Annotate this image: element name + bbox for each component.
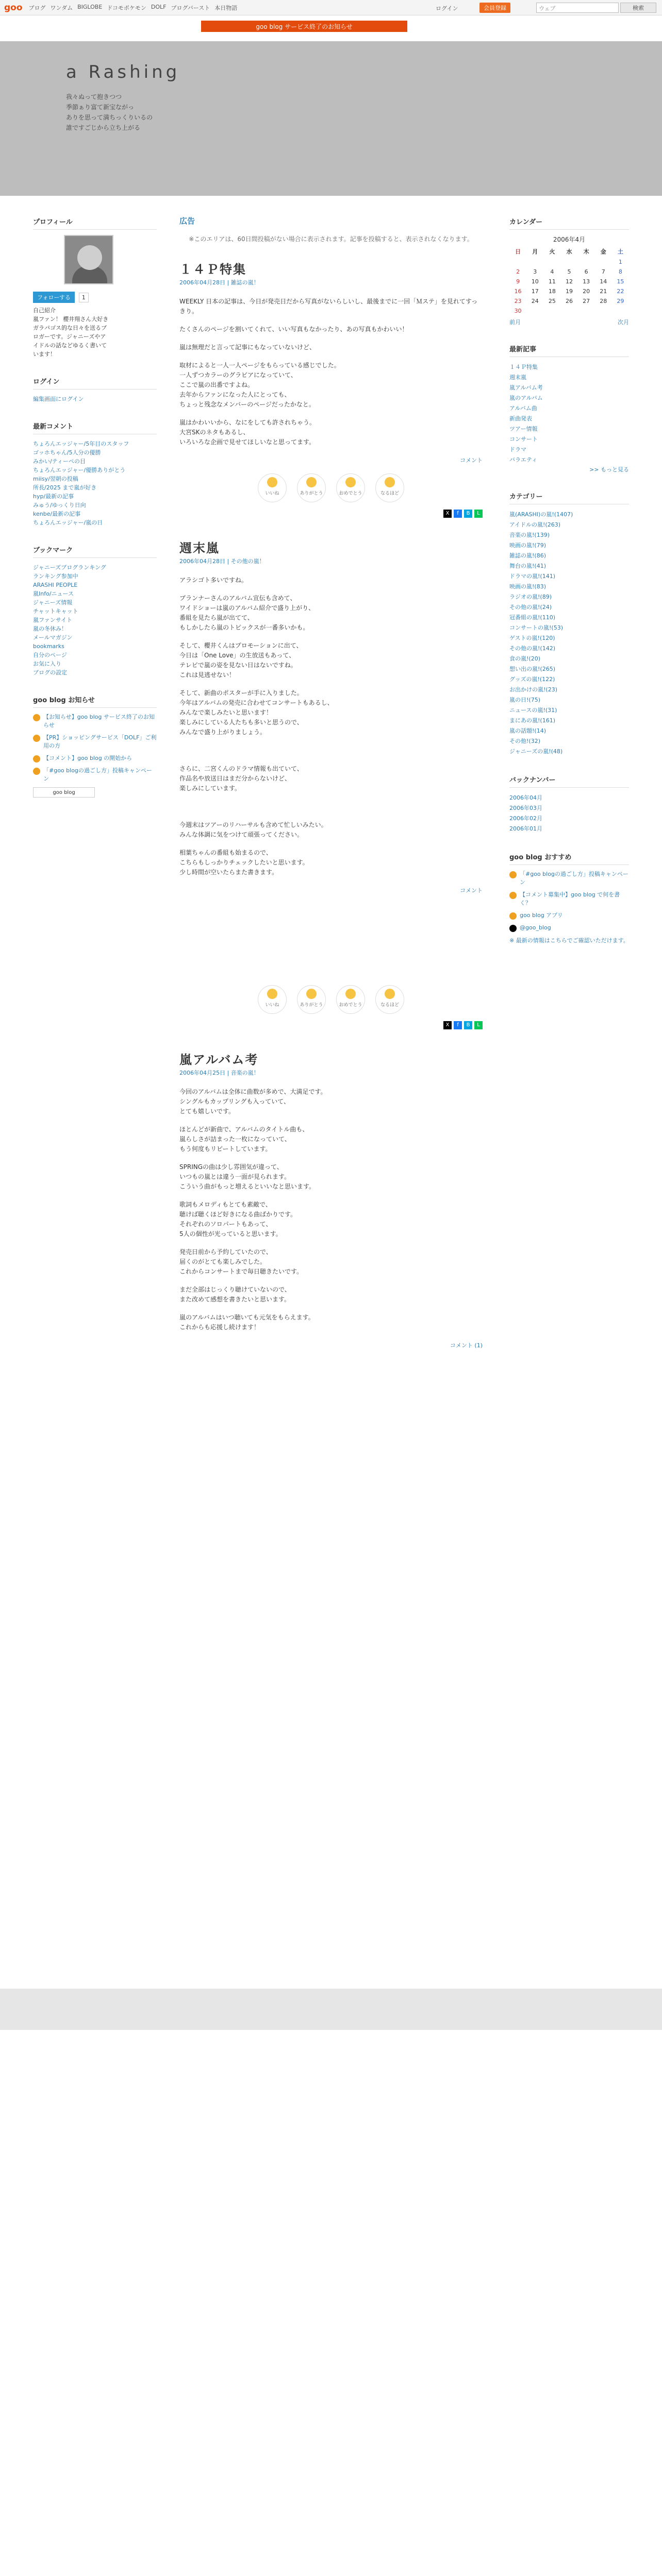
goo-logo[interactable]: goo xyxy=(4,2,23,13)
post-title[interactable]: 嵐アルバム考 xyxy=(179,1053,259,1067)
calendar-day[interactable]: 23 xyxy=(514,298,522,304)
category-link[interactable]: 想い出の嵐!(265) xyxy=(509,666,555,672)
category-link[interactable]: 舞台の嵐!(41) xyxy=(509,563,546,569)
calendar-week-row xyxy=(509,286,629,296)
reaction-bar xyxy=(179,473,483,502)
recent-post-link[interactable]: 新曲発表 xyxy=(509,415,532,422)
blog-description-line: 季節ぁり富て新宝ながっ xyxy=(66,104,135,111)
category-link[interactable]: 食の嵐!(20) xyxy=(509,655,540,662)
reaction-label: おめでとう xyxy=(339,1003,362,1008)
recent-comment-link[interactable]: みゅう/ゆっくり日向 xyxy=(33,502,86,509)
category-link[interactable]: グッズの嵐!(122) xyxy=(509,676,555,683)
goo-icon xyxy=(509,912,517,920)
bookmark-link[interactable]: bookmarks xyxy=(33,643,64,650)
goo-icon xyxy=(509,892,517,899)
top-nav-item[interactable]: ブログバースト xyxy=(171,4,210,11)
backnumber-link[interactable]: 2006年02月 xyxy=(509,815,542,822)
follow-count: 1 xyxy=(79,293,89,302)
backnumber-link[interactable]: 2006年01月 xyxy=(509,825,542,832)
recent-comment-link[interactable]: miisy/翌朝の投稿 xyxy=(33,476,78,482)
calendar-day[interactable]: 30 xyxy=(514,308,522,314)
calendar-weekday-row xyxy=(509,246,629,257)
line-share-icon[interactable]: L xyxy=(474,1021,483,1029)
bookmarks-heading: ブックマーク xyxy=(33,545,157,558)
goo-icon xyxy=(509,871,517,878)
login-link[interactable]: ログイン xyxy=(436,5,458,12)
recent-post-link[interactable]: バラエティ xyxy=(509,456,538,463)
main-column xyxy=(179,216,483,1359)
notification-icon xyxy=(33,768,40,775)
blog-post xyxy=(179,1055,483,1350)
ad-label: 広告 xyxy=(179,216,195,226)
post-paragraph: たくさんのページを割いてくれて、いい写真もなかったり、あの写真もかわいい！ xyxy=(179,326,408,333)
calendar-day[interactable]: 10 xyxy=(531,278,539,285)
search-button[interactable]: 検索 xyxy=(620,3,656,13)
reaction-label: いいね xyxy=(265,1003,279,1008)
reaction-icon xyxy=(385,989,395,999)
bookmark-link[interactable]: 嵐の冬休み！ xyxy=(33,625,67,632)
reaction-icon xyxy=(345,477,356,487)
calendar-weekday: 金 xyxy=(600,248,606,255)
search-input[interactable]: ウェブ xyxy=(536,3,619,13)
recent-comment-link[interactable]: みかい/ティーペの目 xyxy=(33,458,86,465)
category-link[interactable]: その他の嵐!(24) xyxy=(509,604,552,611)
backnumber-section xyxy=(509,774,629,834)
post-paragraph: SPRINGの曲は少し雰囲気が違って、 いつもの嵐とは違う一面が見られます。 こういう曲がもっと増えるといいなと思います。 xyxy=(179,1163,316,1190)
calendar-day[interactable]: 29 xyxy=(617,298,624,304)
recent-comment-link[interactable]: ゴッホちゃん/5人分の優勝 xyxy=(33,449,101,456)
calendar-day[interactable]: 15 xyxy=(617,278,624,285)
bookmark-link[interactable]: お気に入り xyxy=(33,660,61,667)
bookmark-link[interactable]: ジャニーズブログランキング xyxy=(33,564,106,571)
reaction-button[interactable] xyxy=(375,985,404,1014)
inactive-notice: ※このエリアは、60日間投稿がない場合に表示されます。記事を投稿すると、表示されなくなります。 xyxy=(189,235,473,243)
category-link[interactable]: 嵐の話題!(14) xyxy=(509,727,546,734)
post-meta[interactable]: 2006年04月28日 | その他の嵐！ xyxy=(179,558,265,565)
reaction-label: おめでとう xyxy=(339,491,362,496)
post-paragraph: そして、櫻井くんはプロモーションに出て、 今日は「One Love」の生放送もあって、 テレビで嵐の姿を見ない日はないですね。 これは見逃せない！ xyxy=(179,642,303,679)
login-heading: ログイン xyxy=(33,376,157,389)
post-paragraph: プランナーさんのアルバム宣伝も含めて、 ワイドショーは嵐のアルバム紹介で盛り上がり、 番組を見たら嵐が出てて、 もしかしたら嵐のトピックスが一番多いかも。 xyxy=(179,595,315,631)
reaction-label: なるほど xyxy=(380,1003,399,1008)
avatar[interactable] xyxy=(64,235,113,284)
recent-post-link[interactable]: ツアー情報 xyxy=(509,426,538,432)
calendar-day[interactable]: 5 xyxy=(567,268,571,275)
goo-blog-badge[interactable]: goo blog xyxy=(33,787,95,798)
profile-text xyxy=(33,306,157,359)
recent-comment-link[interactable]: 所長/2025 まで嵐が好き xyxy=(33,484,97,491)
reaction-icon xyxy=(385,477,395,487)
calendar-day[interactable]: 2 xyxy=(516,268,520,275)
calendar-day[interactable]: 12 xyxy=(565,278,573,285)
calendar-day xyxy=(612,306,629,316)
category-link[interactable]: ドラマの嵐!(141) xyxy=(509,573,555,580)
category-link[interactable]: まにあの嵐!(161) xyxy=(509,717,555,724)
calendar-day[interactable]: 7 xyxy=(601,268,605,275)
category-link[interactable]: 映画の嵐!(83) xyxy=(509,583,546,590)
calendar-day xyxy=(560,306,577,316)
reaction-bar xyxy=(179,985,483,1014)
calendar-day xyxy=(578,257,595,267)
goo-recommend-item[interactable] xyxy=(509,911,629,920)
calendar-day[interactable]: 3 xyxy=(533,268,537,275)
x-icon xyxy=(509,925,517,932)
recent-post-link[interactable]: アルバム曲 xyxy=(509,405,537,412)
profile-line: います！ xyxy=(33,351,56,358)
reaction-label: なるほど xyxy=(380,491,399,496)
post-paragraph: そして、新曲のポスターが手に入りました。 今年はアルバムの発売に合わせてコンサートもあるし、 みんなで楽しみたいと思います！ 楽しみにしている人たちも多いと思うので、 みんなで盛り上がりましょう。 xyxy=(179,689,334,736)
post-title[interactable]: 週末嵐 xyxy=(179,541,220,555)
top-nav xyxy=(29,4,238,12)
top-nav-item[interactable]: 本日物語 xyxy=(214,4,238,11)
category-section xyxy=(509,491,629,757)
calendar-week-row xyxy=(509,257,629,267)
profile-line: 自己紹介 xyxy=(33,307,56,314)
post-paragraph: 今週末はツアーのリハーサルも含めて忙しいみたい。 みんな体調に気をつけて頑張ってください。 xyxy=(179,821,327,838)
calendar-day[interactable]: 28 xyxy=(600,298,607,304)
profile-section xyxy=(33,216,157,359)
category-heading: カテゴリー xyxy=(509,491,629,504)
left-sidebar xyxy=(33,216,157,815)
calendar-next-link[interactable]: 次月 xyxy=(618,319,629,326)
bookmark-link[interactable]: 嵐Info/ニュース xyxy=(33,590,74,597)
recent-comment-link[interactable]: ちょろんエッジャー/嵐の日 xyxy=(33,519,103,526)
right-sidebar xyxy=(509,216,629,962)
reaction-button[interactable] xyxy=(258,985,287,1014)
calendar-weekday: 水 xyxy=(566,248,572,255)
promo-banner[interactable]: goo blog サービス終了のお知らせ xyxy=(201,21,407,32)
calendar-weekday: 火 xyxy=(549,248,555,255)
share-bar xyxy=(179,510,483,518)
bookmark-link[interactable]: 嵐ファンサイト xyxy=(33,617,73,623)
post-paragraph: 歌詞もメロディもとても素敵で、 聴けば聴くほど好きになる曲ばかりです。 それぞれのソロパートもあって、 5人の個性が光っていると思います。 xyxy=(179,1201,297,1238)
post-paragraph: 嵐は無理だと言って記事にもなっていないけど、 xyxy=(179,344,316,351)
calendar-weekday: 月 xyxy=(532,248,538,255)
notification-icon xyxy=(33,735,40,742)
post-title[interactable]: １４Ｐ特集 xyxy=(179,262,246,277)
avatar-face xyxy=(77,245,102,270)
calendar-weekday: 木 xyxy=(583,248,589,255)
category-link[interactable]: 音楽の嵐!(139) xyxy=(509,532,550,538)
category-link[interactable]: 冠番組の嵐!(110) xyxy=(509,614,555,621)
post-paragraph: ほとんどが新曲で、アルバムのタイトル曲も、 嵐らしさが詰まった一枚になっていて、 もう何度もリピートしています。 xyxy=(179,1126,309,1153)
post-paragraph: まだ全部はじっくり聴けていないので、 また改めて感想を書きたいと思います。 xyxy=(179,1286,291,1303)
share-bar xyxy=(179,1021,483,1029)
calendar-week-row xyxy=(509,296,629,306)
goo-recommend-link[interactable]: goo blog アプリ xyxy=(520,912,563,919)
post-paragraph: さらに、二宮くんのドラマ情報も出ていて、 作品名や放送日はまだ分からないけど、 楽しみにしています。 xyxy=(179,765,303,792)
category-link[interactable]: ラジオの嵐!(89) xyxy=(509,594,552,600)
calendar-day[interactable]: 6 xyxy=(584,268,588,275)
notification-item[interactable] xyxy=(33,754,157,762)
top-nav-item[interactable]: ドコモポケモン xyxy=(107,4,146,11)
calendar-day[interactable]: 25 xyxy=(548,298,556,304)
x-share-icon[interactable]: X xyxy=(443,1021,452,1029)
post-paragraph: 嵐のアルバムはいつ聴いても元気をもらえます。 これからも応援し続けます！ xyxy=(179,1314,315,1331)
calendar-day[interactable]: 21 xyxy=(600,288,607,295)
goo-recommend-item[interactable] xyxy=(509,924,629,932)
follow-button[interactable]: フォローする xyxy=(33,292,75,303)
notifications-heading: goo blog お知らせ xyxy=(33,694,157,708)
notification-link[interactable]: 【コメント】goo blog の開始から xyxy=(43,755,133,761)
calendar-day[interactable]: 17 xyxy=(531,288,539,295)
category-link[interactable]: 嵐(ARASHI)の嵐!(1407) xyxy=(509,511,573,518)
bookmark-link[interactable]: メールマガジン xyxy=(33,634,73,641)
reaction-label: ありがとう xyxy=(300,491,323,496)
facebook-share-icon[interactable]: f xyxy=(454,1021,462,1029)
edit-login-link[interactable]: 編集画面にログイン xyxy=(33,396,84,402)
category-link[interactable]: 雑誌の嵐!(86) xyxy=(509,552,546,559)
calendar-heading: カレンダー xyxy=(509,216,629,230)
post-paragraph: アラシゴト多いですね。 xyxy=(179,577,248,584)
bookmark-link[interactable]: ジャニーズ情報 xyxy=(33,599,73,606)
calendar-day[interactable]: 13 xyxy=(583,278,590,285)
calendar-day xyxy=(578,306,595,316)
reaction-icon xyxy=(267,989,277,999)
register-button[interactable]: 会員登録 xyxy=(479,3,510,13)
reaction-icon xyxy=(345,989,356,999)
calendar-day xyxy=(595,306,612,316)
profile-line: ガラパゴス的な日々を送るブ xyxy=(33,325,107,331)
facebook-share-icon[interactable]: f xyxy=(454,510,462,518)
recent-post-link[interactable]: 嵐のアルバム xyxy=(509,395,543,401)
category-list xyxy=(509,510,629,757)
notification-icon xyxy=(33,714,40,721)
calendar-day xyxy=(526,257,543,267)
spacer xyxy=(179,904,483,981)
notification-item[interactable] xyxy=(33,767,157,783)
goo-recommend-link[interactable]: 【コメント募集中】goo blog で何を書く？ xyxy=(520,891,620,906)
top-nav-item[interactable]: BIGLOBE xyxy=(77,3,103,10)
category-link[interactable]: お出かけの嵐!(23) xyxy=(509,686,557,693)
category-link[interactable]: ニュースの嵐!(31) xyxy=(509,707,557,714)
top-nav-item[interactable]: DOLF xyxy=(151,3,167,10)
blog-post xyxy=(179,262,483,518)
calendar-day[interactable]: 1 xyxy=(618,259,622,265)
calendar-body xyxy=(509,257,629,316)
reaction-button[interactable] xyxy=(375,473,404,502)
x-share-icon[interactable]: X xyxy=(443,510,452,518)
blog-description-line: 誰ですごじから立ち上がる xyxy=(66,124,141,131)
calendar-day[interactable]: 18 xyxy=(548,288,556,295)
backnumber-link[interactable]: 2006年03月 xyxy=(509,805,542,811)
blog-description-line: ありを思って満ちっくりいるの xyxy=(66,114,153,121)
top-bar xyxy=(0,0,662,15)
reaction-label: ありがとう xyxy=(300,1003,323,1008)
post-paragraph: 取材によると一人一人ページをもらっている感じでした。 一人ずつカラーのグラビアになっていて、 ここで嵐の出番ですよね。 去年からファンになった人にとっても、 ちょっと残念なメンバーのページだったかなと。 xyxy=(179,362,340,408)
profile-line: 嵐ファン！ 櫻井翔さん大好き xyxy=(33,316,109,323)
recent-post-link[interactable]: コンサート xyxy=(509,436,538,443)
spacer xyxy=(179,802,483,820)
calendar-prev-link[interactable]: 前月 xyxy=(509,319,521,326)
calendar-title: 2006年4月 xyxy=(553,236,586,243)
post-paragraph: 相葉ちゃんの番組も始まるので、 こちらもしっかりチェックしたいと思います。 少し時間が空いたらまた書きます。 xyxy=(179,849,309,876)
calendar-day xyxy=(509,257,526,267)
calendar-week-row xyxy=(509,277,629,286)
category-link[interactable]: ゲストの嵐!(120) xyxy=(509,635,555,641)
recent-posts-heading: 最新記事 xyxy=(509,344,629,357)
post-paragraph: 嵐はかわいいから、なにをしても許されちゃう。 大宮SKのネタもあるし、 いろいろな企画で見せてほしいなと思ってます。 xyxy=(179,419,316,446)
bookmarks-section xyxy=(33,545,157,677)
calendar-day[interactable]: 14 xyxy=(600,278,607,285)
post-meta[interactable]: 2006年04月25日 | 音楽の嵐！ xyxy=(179,1070,259,1076)
calendar-day xyxy=(526,306,543,316)
spacer xyxy=(179,745,483,764)
backnumber-heading: バックナンバー xyxy=(509,774,629,788)
post-meta[interactable]: 2006年04月28日 | 雑誌の嵐！ xyxy=(179,279,259,286)
notification-link[interactable]: 【PR】ショッピングサービス「DOLF」ご利用の方 xyxy=(43,734,157,749)
calendar-day[interactable]: 19 xyxy=(565,288,573,295)
notification-item[interactable] xyxy=(33,734,157,750)
profile-heading: プロフィール xyxy=(33,216,157,230)
notification-item[interactable] xyxy=(33,713,157,730)
notifications-section xyxy=(33,694,157,798)
post-paragraph: WEEKLY 日本の記事は、今日が発売日だから写真がないらしいし、最後までに一回「Ｍステ」を見れてすっきり。 xyxy=(179,298,478,315)
category-link[interactable]: その他の嵐!(142) xyxy=(509,645,555,652)
calendar-day[interactable]: 22 xyxy=(617,288,624,295)
blog-description xyxy=(66,92,153,133)
section-divider-band xyxy=(0,1989,662,2030)
post-paragraph: 今回のアルバムは全体に曲数が多めで、大満足です。 シングルもカップリングも入っていて、 とても嬉しいです。 xyxy=(179,1088,327,1115)
notification-icon xyxy=(33,755,40,762)
comment-link[interactable]: コメント xyxy=(460,887,483,894)
calendar-week-row xyxy=(509,306,629,316)
calendar-day[interactable]: 9 xyxy=(516,278,520,285)
calendar-day xyxy=(543,306,560,316)
blog-title[interactable]: a Rashing xyxy=(66,62,180,82)
category-link[interactable]: アイドルの嵐!(263) xyxy=(509,521,560,528)
goo-recommend-link[interactable]: 「#goo blogの過ごし方」投稿キャンペーン xyxy=(520,871,628,886)
category-link[interactable]: ジャニーズの嵐!(48) xyxy=(509,748,563,755)
hatena-share-icon[interactable]: B xyxy=(464,1021,472,1029)
hatena-share-icon[interactable]: B xyxy=(464,510,472,518)
post-paragraph: 発売日前から予約していたので、 届くのがとても楽しみでした。 これからコンサートまで毎日聴きたいです。 xyxy=(179,1248,303,1275)
recent-comments-heading: 最新コメント xyxy=(33,421,157,434)
calendar-day xyxy=(543,257,560,267)
calendar-weekday: 土 xyxy=(617,248,623,255)
blog-post xyxy=(179,541,483,1029)
reaction-icon xyxy=(267,477,277,487)
recent-comment-link[interactable]: ちょろんエッジャー/5年目のスタッフ xyxy=(33,440,129,447)
goo-recommend-section xyxy=(509,852,629,945)
goo-recommend-heading: goo blog おすすめ xyxy=(509,852,629,865)
calendar-day[interactable]: 8 xyxy=(618,268,622,275)
recent-post-link[interactable]: １４Ｐ特集 xyxy=(509,364,538,370)
reaction-button[interactable] xyxy=(258,473,287,502)
calendar-section xyxy=(509,216,629,326)
calendar-day[interactable]: 4 xyxy=(550,268,554,275)
reaction-button[interactable] xyxy=(336,473,365,502)
calendar-day[interactable]: 26 xyxy=(565,298,573,304)
calendar-day[interactable]: 27 xyxy=(583,298,590,304)
login-section xyxy=(33,376,157,403)
recent-post-link[interactable]: 週末嵐 xyxy=(509,374,526,381)
reaction-label: いいね xyxy=(265,491,279,496)
comment-link[interactable]: コメント xyxy=(460,457,483,464)
recent-comment-link[interactable]: hyp/最新の記事 xyxy=(33,493,74,500)
calendar-day xyxy=(560,257,577,267)
bookmark-link[interactable]: チャットキャット xyxy=(33,608,78,615)
goo-recommend-item[interactable] xyxy=(509,870,629,887)
calendar-day[interactable]: 11 xyxy=(548,278,556,285)
bookmark-link[interactable]: 自分のページ xyxy=(33,652,67,658)
goo-recommend-item[interactable] xyxy=(509,891,629,907)
calendar-weekday: 日 xyxy=(515,248,521,255)
goo-footer-note[interactable]: ※ 最新の情報はこちらでご確認いただけます。 xyxy=(509,937,629,944)
top-nav-item[interactable]: ブログ xyxy=(28,4,46,11)
recent-post-link[interactable]: 嵐アルバム考 xyxy=(509,384,543,391)
reaction-button[interactable] xyxy=(297,473,326,502)
goo-recommend-link[interactable]: @goo_blog xyxy=(520,924,551,931)
reaction-icon xyxy=(306,477,317,487)
reaction-button[interactable] xyxy=(336,985,365,1014)
calendar-day[interactable]: 20 xyxy=(583,288,590,295)
calendar-day xyxy=(595,257,612,267)
category-link[interactable]: 映画の嵐!(79) xyxy=(509,542,546,549)
reaction-button[interactable] xyxy=(297,985,326,1014)
backnumber-link[interactable]: 2006年04月 xyxy=(509,794,542,801)
calendar-table xyxy=(509,246,629,316)
reaction-icon xyxy=(306,989,317,999)
notification-link[interactable]: 「#goo blogの過ごし方」投稿キャンペーン xyxy=(43,767,152,782)
profile-line: ロガーです。ジャニーズやア xyxy=(33,333,106,340)
category-link[interactable]: その他!(32) xyxy=(509,738,540,744)
bookmark-link[interactable]: ARASHI PEOPLE xyxy=(33,582,78,588)
recent-comments-section xyxy=(33,421,157,527)
calendar-day[interactable]: 16 xyxy=(514,288,522,295)
recent-more-link[interactable]: >> もっと見る xyxy=(589,466,629,473)
recent-comment-link[interactable]: kenbe/最新の記事 xyxy=(33,511,81,517)
top-nav-item[interactable]: ワンダム xyxy=(50,4,73,11)
comment-link[interactable]: コメント (1) xyxy=(450,1342,483,1349)
blog-description-line: 我々ぬって抱きつつ xyxy=(66,93,122,100)
recent-comment-link[interactable]: ちょろんエッジャー/優勝ありがとう xyxy=(33,467,126,473)
category-link[interactable]: 嵐の日!(75) xyxy=(509,697,540,703)
bookmark-link[interactable]: ブログの設定 xyxy=(33,669,67,676)
calendar-week-row xyxy=(509,267,629,277)
recent-posts-section xyxy=(509,344,629,473)
calendar-nav xyxy=(509,318,629,326)
recent-post-link[interactable]: ドラマ xyxy=(509,446,526,453)
line-share-icon[interactable]: L xyxy=(474,510,483,518)
bookmark-link[interactable]: ランキング参加中 xyxy=(33,573,78,580)
profile-line: イドルの話などゆるく書いて xyxy=(33,342,107,349)
calendar-day[interactable]: 24 xyxy=(531,298,539,304)
notification-link[interactable]: 【お知らせ】goo blog サービス終了のお知らせ xyxy=(43,714,155,728)
category-link[interactable]: コンサートの嵐!(53) xyxy=(509,624,563,631)
